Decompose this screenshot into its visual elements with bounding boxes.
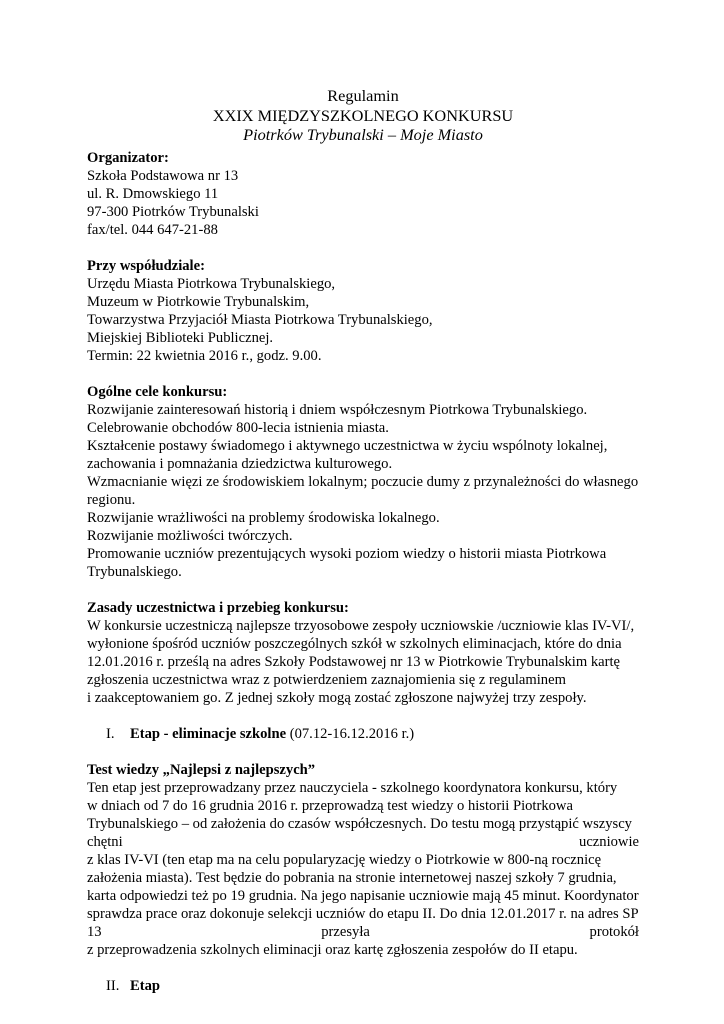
organizer-line: 97-300 Piotrków Trybunalski	[87, 203, 259, 220]
test-section	[87, 761, 639, 959]
rules-line: i zaakceptowaniem go. Z jednej szkoły mogą zostać zgłoszone najwyżej trzy zespoły.	[87, 689, 587, 706]
goals-section	[87, 383, 639, 581]
organizer-line: ul. R. Dmowskiego 11	[87, 185, 219, 202]
cooperation-line: Towarzystwa Przyjaciół Miasta Piotrkowa Trybunalskiego,	[87, 311, 433, 328]
document-title	[87, 86, 639, 145]
rules-line: 12.01.2016 r. prześlą na adres Szkoły Podstawowej nr 13 w Piotrkowie Trybunalskim kartę	[87, 653, 621, 670]
test-line: założenia miasta). Test będzie do pobrania na stronie internetowej naszej szkoły 7 grudnia,	[87, 869, 617, 886]
document-page	[87, 86, 639, 995]
title-contest-name: XXIX MIĘDZYSZKOLNEGO KONKURSU	[212, 105, 514, 125]
cooperation-line: Urzędu Miasta Piotrkowa Trybunalskiego,	[87, 275, 336, 292]
stage-2-number: II.	[106, 977, 120, 994]
rules-line: wyłonione śpośród uczniów poszczególnych szkół w szkolnych eliminacjach, które do dnia	[87, 635, 622, 652]
contest-date: Termin: 22 kwietnia 2016 r., godz. 9.00.	[87, 347, 322, 364]
goals-line: Trybunalskiego.	[87, 563, 182, 580]
goals-line: regionu.	[87, 491, 136, 508]
cooperation-section	[87, 257, 639, 365]
goals-line: Rozwijanie wrażliwości na problemy środowiska lokalnego.	[87, 509, 440, 526]
rules-line: W konkursie uczestniczą najlepsze trzyosobowe zespoły uczniowskie /uczniowie klas IV-VI/,	[87, 617, 635, 634]
goals-line: Rozwijanie zainteresowań historią i dniem współczesnym Piotrkowa Trybunalskiego.	[87, 401, 588, 418]
test-word: protokół	[589, 923, 639, 940]
title-contest-theme: Piotrków Trybunalski – Moje Miasto	[243, 125, 483, 144]
goals-line: Promowanie uczniów prezentujących wysoki poziom wiedzy o historii miasta Piotrkowa	[87, 545, 607, 562]
goals-line: Rozwijanie możliwości twórczych.	[87, 527, 293, 544]
rules-section	[87, 599, 639, 707]
goals-heading: Ogólne cele konkursu:	[87, 383, 228, 400]
test-line: z klas IV-VI (ten etap ma na celu popularyzację wiedzy o Piotrkowie w 800-ną rocznicę	[87, 851, 602, 868]
test-word: uczniowie	[579, 833, 639, 850]
test-line: Trybunalskiego – od założenia do czasów współczesnych. Do testu mogą przystąpić wszyscy	[87, 815, 632, 832]
organizer-section	[87, 149, 639, 239]
test-line: w dniach od 7 do 16 grudnia 2016 r. przeprowadzą test wiedzy o historii Piotrkowa	[87, 797, 573, 814]
goals-line: Celebrowanie obchodów 800-lecia istnienia miasta.	[87, 419, 389, 436]
organizer-line: fax/tel. 044 647-21-88	[87, 221, 218, 238]
test-line: z przeprowadzenia szkolnych eliminacji oraz kartę zgłoszenia zespołów do II etapu.	[87, 941, 578, 958]
rules-heading: Zasady uczestnictwa i przebieg konkursu:	[87, 599, 349, 616]
stage-1-number: I.	[106, 725, 115, 742]
test-line: Ten etap jest przeprowadzany przez nauczyciela - szkolnego koordynatora konkursu, który	[87, 779, 618, 796]
cooperation-line: Muzeum w Piotrkowie Trybunalskim,	[87, 293, 310, 310]
cooperation-heading: Przy współudziale:	[87, 257, 205, 274]
goals-line: Wzmacnianie więzi ze środowiskiem lokalnym; poczucie dumy z przynależności do własnego	[87, 473, 639, 490]
stage-1-dates: (07.12-16.12.2016 r.)	[286, 725, 415, 742]
stage-2-title: Etap	[130, 977, 161, 994]
test-word: chętni	[87, 833, 123, 850]
test-line-spread	[87, 833, 639, 851]
cooperation-line: Miejskiej Biblioteki Publicznej.	[87, 329, 274, 346]
test-word: 13	[87, 923, 102, 940]
test-word: przesyła	[321, 923, 370, 940]
organizer-line: Szkoła Podstawowa nr 13	[87, 167, 239, 184]
test-line: karta odpowiedzi też po 19 grudnia. Na jego napisanie uczniowie mają 45 minut. Koordynator	[87, 887, 639, 904]
goals-line: Kształcenie postawy świadomego i aktywnego uczestnictwa w życiu wspólnoty lokalnej,	[87, 437, 608, 454]
goals-line: zachowania i pomnażania dziedzictwa kulturowego.	[87, 455, 393, 472]
test-line-spread	[87, 923, 639, 941]
stage-1-heading	[106, 725, 639, 743]
title-regulamin: Regulamin	[327, 86, 399, 105]
stage-2-heading	[106, 977, 639, 995]
rules-line: zgłoszenia uczestnictwa wraz z potwierdzeniem zaznajomienia się z regulaminem	[87, 671, 566, 688]
organizer-heading: Organizator:	[87, 149, 169, 166]
test-heading: Test wiedzy „Najlepsi z najlepszych”	[87, 761, 316, 778]
stage-1-title: Etap - eliminacje szkolne	[130, 725, 287, 742]
test-line: sprawdza prace oraz dokonuje selekcji uczniów do etapu II. Do dnia 12.01.2017 r. na adres SP	[87, 905, 639, 922]
